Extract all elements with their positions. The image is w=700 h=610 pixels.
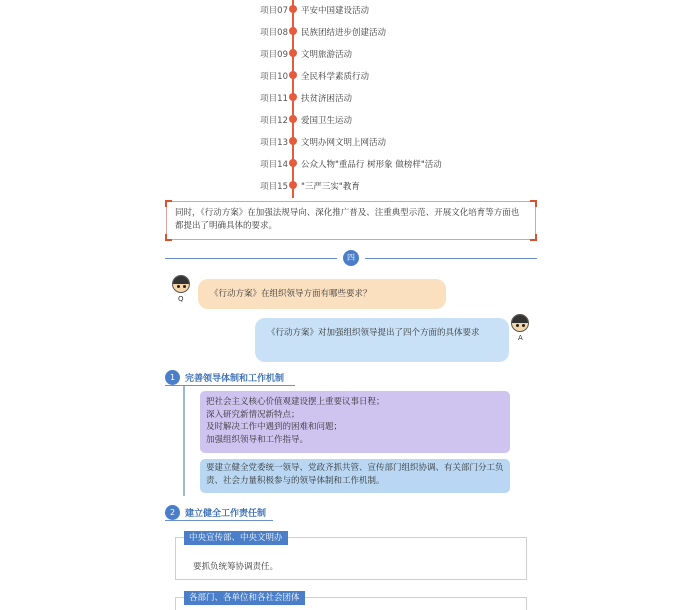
- avatar-hair: [173, 276, 190, 284]
- answer-label: A: [518, 334, 523, 342]
- timeline-item-label: 项目09: [260, 50, 288, 60]
- timeline-item-text: 爱国卫生运动: [301, 116, 353, 126]
- timeline-item: [0, 134, 700, 148]
- avatar-eye: [183, 285, 186, 288]
- timeline-dot: [289, 49, 297, 57]
- timeline-item-label: 项目11: [260, 94, 288, 104]
- timeline-item: [0, 178, 700, 192]
- avatar-eye: [522, 324, 525, 327]
- timeline-item-label: 项目10: [260, 72, 288, 82]
- responsibility-tag: 各部门、各单位和各社会团体: [184, 591, 305, 605]
- timeline-item-label: 项目08: [260, 28, 288, 38]
- point1-task: 及时解决工作中遇到的困难和问题；: [206, 422, 343, 432]
- timeline-item: [0, 156, 700, 170]
- timeline-item-label: 项目13: [260, 138, 288, 148]
- point1-mechanism-card: [200, 459, 510, 493]
- point1-heading: [165, 369, 295, 385]
- timeline-item-text: 扶贫济困活动: [301, 94, 353, 104]
- timeline-item-label: 项目12: [260, 116, 288, 126]
- timeline-item-text: 公众人物"重品行 树形象 做榜样"活动: [301, 160, 442, 170]
- timeline-item: [0, 46, 700, 60]
- timeline-item-text: 平安中国建设活动: [301, 6, 370, 16]
- section-number-badge: 四: [343, 250, 359, 266]
- responsibility-text: 要抓负统筹协调责任。: [193, 562, 279, 572]
- avatar-hair: [512, 315, 529, 323]
- bracket-corner: [165, 200, 172, 207]
- section-divider-left: [165, 258, 337, 259]
- answerer-avatar: [511, 314, 529, 332]
- questioner-avatar: [172, 275, 190, 293]
- point2-underline: [165, 520, 273, 521]
- timeline-dot: [289, 93, 297, 101]
- timeline-item-label: 项目15: [260, 182, 288, 192]
- timeline-item: [0, 112, 700, 126]
- question-text: 《行动方案》在组织领导方面有哪些要求？: [210, 289, 372, 299]
- point1-number: 1: [165, 370, 180, 385]
- timeline-item-text: 全民科学素质行动: [301, 72, 370, 82]
- point2-number: 2: [165, 505, 180, 520]
- timeline-item-text: 文明办网文明上网活动: [301, 138, 387, 148]
- timeline-item-text: 文明旅游活动: [301, 50, 353, 60]
- timeline-dot: [289, 27, 297, 35]
- responsibility-box: [175, 593, 527, 610]
- responsibility-box: [175, 533, 527, 580]
- timeline-dot: [289, 5, 297, 13]
- point1-tasks-card: [200, 391, 510, 453]
- section-divider-right: [365, 258, 537, 259]
- bracket-corner: [165, 234, 172, 241]
- timeline-item-label: 项目07: [260, 6, 288, 16]
- timeline-item-text: 民族团结进步创建活动: [301, 28, 387, 38]
- timeline-dot: [289, 137, 297, 145]
- answer-text: 《行动方案》对加强组织领导提出了四个方面的具体要求: [267, 328, 480, 338]
- point1-task: 深入研究新情况新特点；: [206, 409, 300, 420]
- point2-heading: [165, 504, 273, 520]
- timeline-dot: [289, 71, 297, 79]
- point1-vertical-line: [183, 386, 185, 496]
- timeline-item-text: "三严三实"教育: [301, 182, 360, 192]
- avatar-eye: [177, 285, 180, 288]
- point2-title: 建立健全工作责任制: [185, 509, 267, 519]
- timeline-dot: [289, 115, 297, 123]
- timeline-item: [0, 68, 700, 82]
- summary-text: 同时，《行动方案》在加强法规导向、深化推广普及、注重典型示范、开展文化培育等方面也都提出了明确具体的要求。: [175, 208, 520, 231]
- avatar-eye: [516, 324, 519, 327]
- timeline-item: [0, 90, 700, 104]
- timeline-item-label: 项目14: [260, 160, 288, 170]
- responsibility-tag: 中央宣传部、中央文明办: [184, 531, 288, 545]
- answer-bubble: [255, 318, 509, 362]
- timeline-dot: [289, 181, 297, 189]
- bracket-corner: [530, 200, 537, 207]
- point1-task: 把社会主义核心价值观建设摆上重要议事日程；: [206, 397, 385, 407]
- question-bubble: [198, 279, 446, 309]
- point1-mechanism-text: 要建立健全党委统一领导、党政齐抓共管、宣传部门组织协调、有关部门分工负责、社会力量积极参与的领导体制和工作机制。: [206, 463, 504, 486]
- point1-title: 完善领导体制和工作机制: [185, 374, 285, 384]
- question-label: Q: [178, 295, 184, 303]
- timeline-item: [0, 2, 700, 16]
- timeline-item: [0, 24, 700, 38]
- timeline-dot: [289, 159, 297, 167]
- summary-box: [166, 201, 536, 240]
- point1-task: 加强组织领导和工作指导。: [206, 434, 309, 445]
- bracket-corner: [530, 234, 537, 241]
